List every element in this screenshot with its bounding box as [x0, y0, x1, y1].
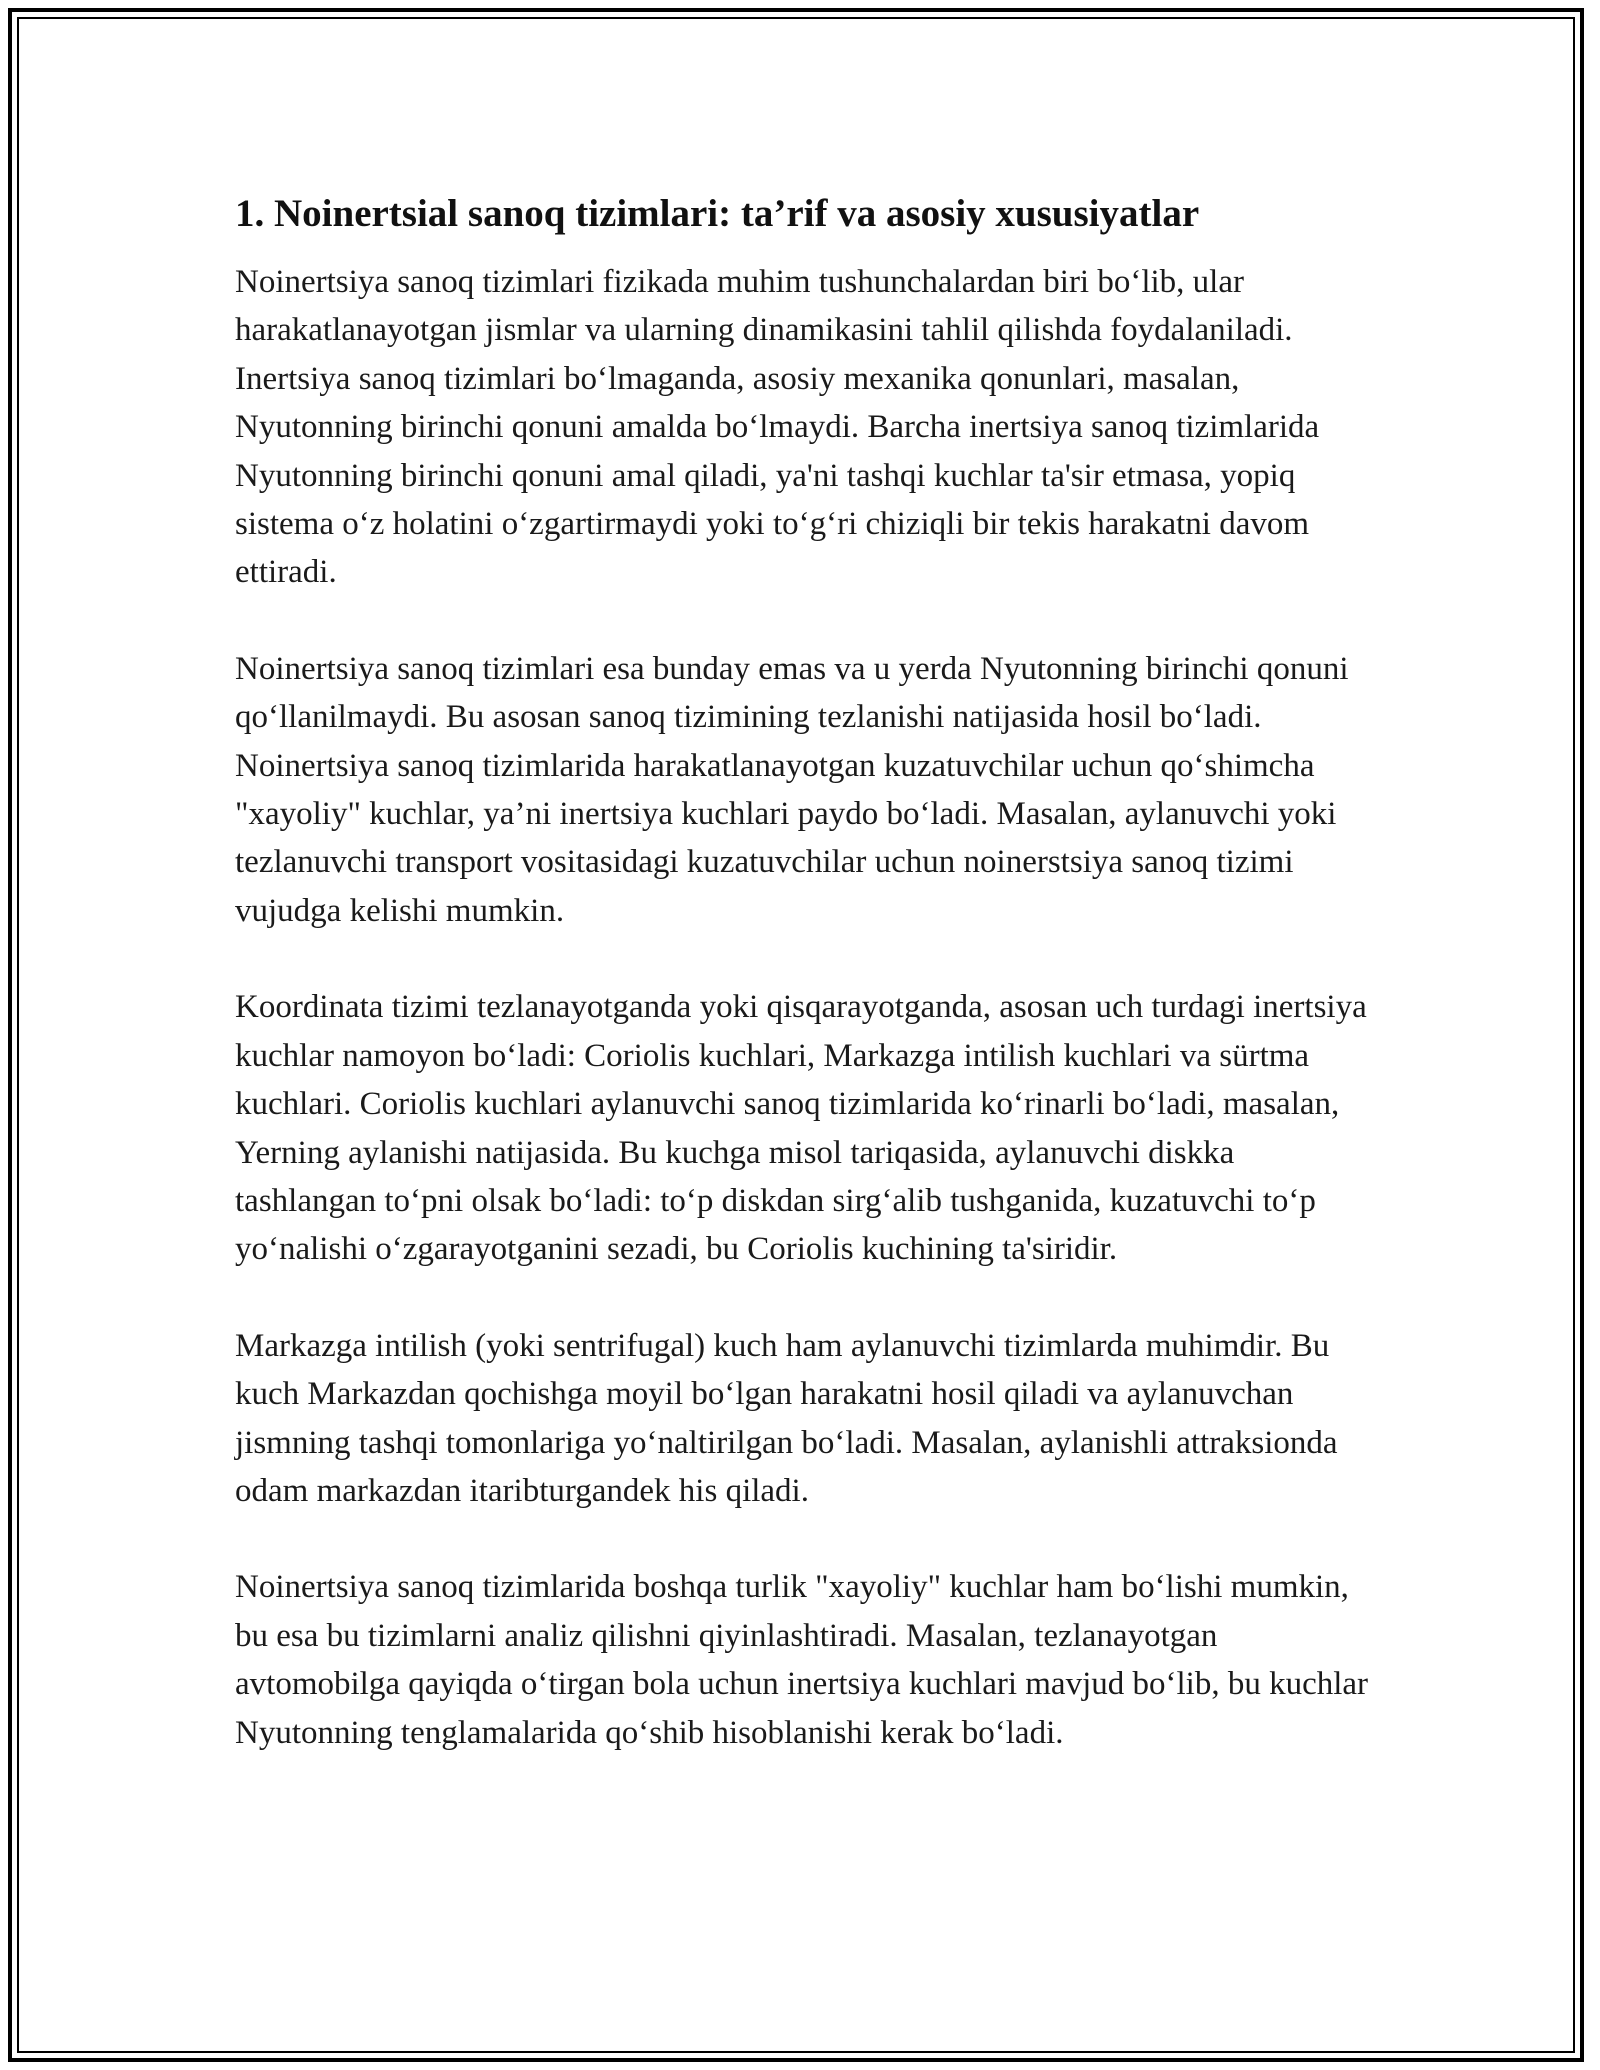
section-heading: 1. Noinertsial sanoq tizimlari: ta’rif va asosiy xususiyatlar [235, 192, 1200, 235]
paragraph-5: Noinertsiya sanoq tizimlarida boshqa turlik "xayoliy" kuchlar ham bo‘lishi mumkin, bu esa bu tizimlarni analiz qilishni qiyinlashtiradi. Masalan, tezlanayotgan avtomobilga qayiqda o‘tirgan bola uchun inertsiya kuchlari mavjud bo‘lib, bu kuchlar Nyutonning tenglamalarida qo‘shib hisoblanishi kerak bo‘ladi. [235, 1569, 1369, 1751]
paragraph-2: Noinertsiya sanoq tizimlari esa bunday emas va u yerda Nyutonning birinchi qonuni qo‘llanilmaydi. Bu asosan sanoq tizimining tezlanishi natijasida hosil bo‘ladi. Noinertsiya sanoq tizimlarida harakatlanayotgan kuzatuvchilar uchun qo‘shimcha "xayoliy" kuchlar, ya’ni inertsiya kuchlari paydo bo‘ladi. Masalan, aylanuvchi yoki tezlanuvchi transport vositasidagi kuzatuvchilar uchun noinerstsiya sanoq tizimi vujudga kelishi mumkin. [235, 650, 1349, 929]
paragraph-4: Markazga intilish (yoki sentrifugal) kuch ham aylanuvchi tizimlarda muhimdir. Bu kuch Markazdan qochishga moyil bo‘lgan harakatni hosil qiladi va aylanuvchan jismning tashqi tomonlariga yo‘naltirilgan bo‘ladi. Masalan, aylanishli attraksionda odam markazdan itaribturgandek his qiladi. [235, 1327, 1338, 1509]
paragraph-1: Noinertsiya sanoq tizimlari fizikada muhim tushunchalardan biri bo‘lib, ular harakatlanayotgan jismlar va ularning dinamikasini tahlil qilishda foydalaniladi. Inertsiya sanoq tizimlari bo‘lmaganda, asosiy mexanika qonunlari, masalan, Nyutonning birinchi qonuni amalda bo‘lmaydi. Barcha inertsiya sanoq tizimlarida Nyutonning birinchi qonuni amal qiladi, ya'ni tashqi kuchlar ta'sir etmasa, yopiq sistema o‘z holatini o‘zgartirmaydi yoki to‘g‘ri chiziqli bir tekis harakatni davom ettiradi. [235, 264, 1320, 591]
document-body [235, 190, 1375, 1805]
paragraph-3: Koordinata tizimi tezlanayotganda yoki qisqarayotganda, asosan uch turdagi inertsiya kuchlar namoyon bo‘ladi: Coriolis kuchlari, Markazga intilish kuchlari va sürtma kuchlari. Coriolis kuchlari aylanuvchi sanoq tizimlarida ko‘rinarli bo‘ladi, masalan, Yerning aylanishi natijasida. Bu kuchga misol tariqasida, aylanuvchi diskka tashlangan to‘pni olsak bo‘ladi: to‘p diskdan sirg‘alib tushganida, kuzatuvchi to‘p yo‘nalishi o‘zgarayotganini sezadi, bu Coriolis kuchining ta'siridir. [235, 989, 1367, 1268]
